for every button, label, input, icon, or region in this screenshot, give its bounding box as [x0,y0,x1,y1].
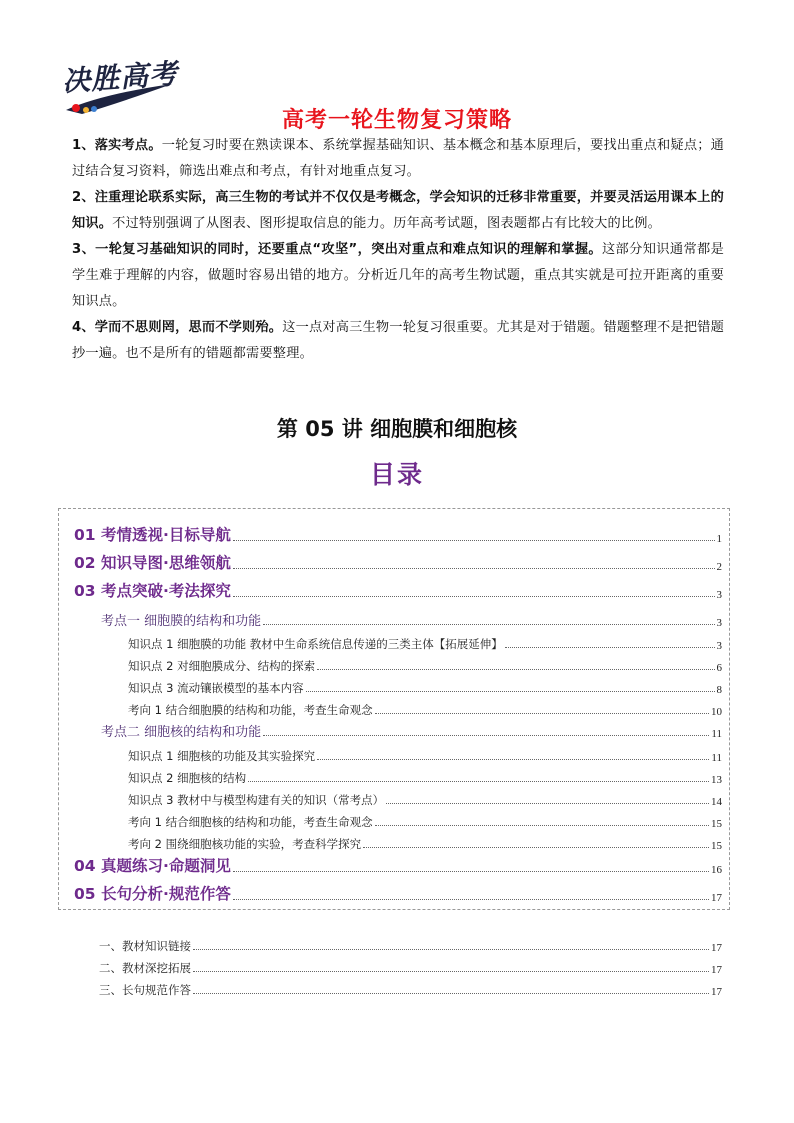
lecture-title: 第 05 讲 细胞膜和细胞核 [276,417,518,441]
page-title: 高考一轮生物复习策略 [281,108,512,133]
toc-entry[interactable]: 03 考点突破·考法探究 3 [74,582,722,601]
toc-entry[interactable]: 知识点 2 细胞核的结构 13 [128,771,722,786]
strategy-paragraph: 4、学而不思则罔，思而不学则殆。这一点对高三生物一轮复习很重要。尤其是对于错题。错题整理不是把错题抄一遍。也不是所有的错题都需要整理。 [72,320,724,361]
toc-entry[interactable]: 考点一 细胞膜的结构和功能 3 [101,614,722,629]
toc-entry[interactable]: 一、教材知识链接 17 [99,939,722,954]
toc-entry[interactable]: 知识点 1 细胞核的功能及其实验探究 11 [128,749,722,764]
toc-entry[interactable]: 二、教材深挖拓展 17 [99,961,722,976]
toc-entry[interactable]: 知识点 3 教材中与模型构建有关的知识（常考点） 14 [128,793,722,808]
toc-entry[interactable]: 考向 2 围绕细胞核功能的实验，考查科学探究 15 [128,837,722,852]
strategy-paragraph: 3、一轮复习基础知识的同时，还要重点“攻坚”，突出对重点和难点知识的理解和掌握。这部分知识通常都是学生难于理解的内容，做题时容易出错的地方。分析近几年的高考生物试题，重点其实就是可拉开距离的重要知识点。 [72,242,724,309]
toc-entry[interactable]: 02 知识导图·思维领航 2 [74,554,722,573]
toc-entry[interactable]: 考点二 细胞核的结构和功能 11 [101,725,722,740]
toc-entry[interactable]: 知识点 2 对细胞膜成分、结构的探索 6 [128,659,722,674]
toc-entry[interactable]: 04 真题练习·命题洞见 16 [74,857,722,876]
toc-entry[interactable]: 05 长句分析·规范作答 17 [74,885,722,904]
toc-entry[interactable]: 知识点 3 流动镶嵌模型的基本内容 8 [128,681,722,696]
logo-text: 决胜高考 [61,56,180,99]
toc-entry[interactable]: 知识点 1 细胞膜的功能 教材中生命系统信息传递的三类主体【拓展延伸】 3 [128,637,722,652]
toc-title: 目录 [369,460,424,489]
toc-entry[interactable]: 01 考情透视·目标导航 1 [74,526,722,545]
toc-entry[interactable]: 考向 1 结合细胞核的结构和功能，考查生命观念 15 [128,815,722,830]
toc-entry[interactable]: 考向 1 结合细胞膜的结构和功能，考查生命观念 10 [128,703,722,718]
strategy-section [72,133,724,367]
toc-entry[interactable]: 三、长句规范作答 17 [99,983,722,998]
strategy-paragraph: 2、注重理论联系实际，高三生物的考试并不仅仅是考概念，学会知识的迁移非常重要，并要灵活运用课本上的知识。不过特别强调了从图表、图形提取信息的能力。历年高考试题，图表题都占有比较大的比例。 [72,190,724,231]
strategy-paragraph: 1、落实考点。一轮复习时要在熟读课本、系统掌握基础知识、基本概念和基本原理后，要找出重点和疑点；通过结合复习资料，筛选出难点和考点，有针对地重点复习。 [72,138,724,179]
